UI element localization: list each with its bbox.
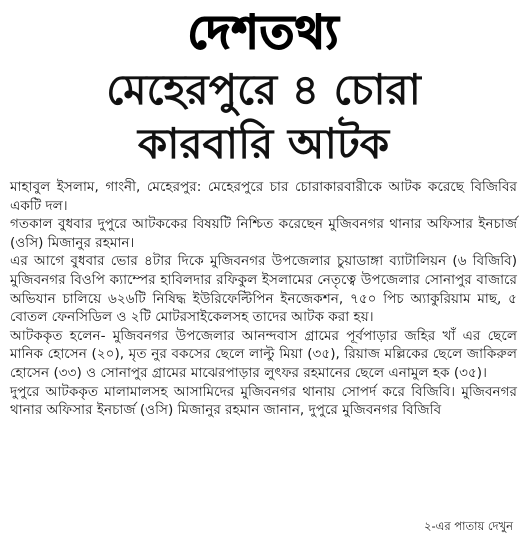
headline-line-2: কারবারি আটক: [137, 119, 390, 168]
section-masthead: দেশতথ্য: [187, 5, 340, 59]
article-paragraph: এর আগে বুধবার ভোর ৪টার দিকে মুজিবনগর উপজেলার চুয়াডাঙ্গা ব্যাটালিয়ন (৬ বিজিবি) মুজিবনগর বিওপি ক্যাম্পের হাবিলদার রফিকুল ইসলামের নেতৃত্বে উপজেলার সোনাপুর বাজারে অভিযান চালিয়ে ৬২৬টি নিষিদ্ধ ইউরিফেল্টিপিন ইনজেকশন, ৭৫০ পিচ অ্যাকুরিয়াম মাছ, ৫ বোতল ফেনসিডিল ও ২টি মোটরসাইকেলসহ তাদের আটক করা হয়।: [10, 253, 517, 326]
headline-line-1: মেহেরপুরে ৪ চোরা: [106, 65, 421, 114]
article-body: [10, 178, 517, 420]
article-paragraph: আটককৃত হলেন- মুজিবনগর উপজেলার আনন্দবাস গ্রামের পূর্বপাড়ার জহির খাঁ এর ছেলে মানিক হোসেন (২০), মৃত নুর বকসের ছেলে লাল্টু মিয়া (৩৫), রিয়াজ মল্লিকের ছেলে জাকিরুল হোসেন (৩৩) ও সোনাপুর গ্রামের মাঝেরপাড়ার লুৎফর রহমানের ছেলে এনামুল হক (৩৫)।: [10, 327, 517, 381]
article-paragraph: গতকাল বুধবার দুপুরে আটককের বিষয়টি নিশ্চিত করেছেন মুজিবনগর থানার অফিসার ইনচার্জ (ওসি) মিজানুর রহমান।: [10, 216, 517, 251]
continued-on-page-note: ২-এর পাতায় দেখুন: [423, 519, 513, 533]
article-paragraph: মাহাবুল ইসলাম, গাংনী, মেহেরপুর: মেহেরপুরে চার চোরাকারবারীকে আটক করেছে বিজিবির একটি দল।: [10, 179, 517, 214]
article-paragraph: দুপুরে আটককৃত মালামালসহ আসামিদের মুজিবনগর থানায় সোপর্দ করে বিজিবি। মুজিবনগর থানার অফিসার ইনচার্জ (ওসি) মিজানুর রহমান জানান, দুপুরে মুজিবনগর বিজিবি: [10, 383, 517, 419]
